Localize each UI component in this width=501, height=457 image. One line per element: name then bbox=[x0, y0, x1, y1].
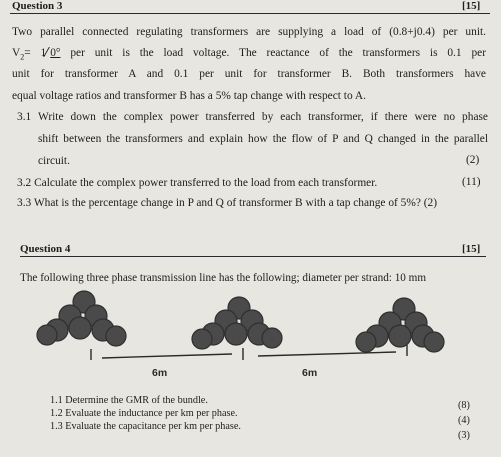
spacing-label-right: 6m bbox=[302, 367, 318, 379]
spacing-label-left: 6m bbox=[152, 367, 168, 379]
bundle-phase-c bbox=[356, 298, 444, 352]
question-3-1-line-2: shift between the transformers and explain how the flow of P and Q changed in the parallel bbox=[38, 133, 488, 145]
bundle-phase-a bbox=[37, 291, 126, 346]
question-4-intro: The following three phase transmission line has the following; diameter per strand: 10 mm bbox=[20, 272, 427, 284]
question-4-rule bbox=[20, 256, 486, 257]
question-3-1-line-3: circuit. bbox=[38, 155, 70, 167]
question-3-2-text: 3.2 Calculate the complex power transferred to the load from each transformer. bbox=[17, 177, 378, 189]
voltage-symbol: $V_2= 1$ 0° bbox=[12, 47, 61, 62]
question-3-intro-line-1: Two parallel connected regulating transformers are supplying a load of (0.8+j0.4) per unit. bbox=[12, 26, 486, 38]
question-4-item-2-marks: (4) bbox=[458, 415, 470, 426]
question-3-1-marks: (2) bbox=[466, 154, 480, 166]
conductor-bundle-diagram bbox=[0, 290, 501, 390]
question-4-item-1: 1.1 Determine the GMR of the bundle. bbox=[50, 395, 208, 406]
question-3-intro-line-3: unit for transformer A and 0.1 per unit for transformer B. Both transformers have bbox=[12, 68, 486, 80]
question-4-item-3-marks: (3) bbox=[458, 430, 470, 441]
question-3-3-text: 3.3 What is the percentage change in P and Q of transformer B with a tap change of 5%? (2) bbox=[17, 197, 438, 209]
question-3-2-marks: (11) bbox=[462, 176, 481, 188]
question-3-rule bbox=[10, 13, 490, 14]
question-4-item-2: 1.2 Evaluate the inductance per km per phase. bbox=[50, 408, 238, 419]
question-3-intro-line-4: equal voltage ratios and transformer B has a 5% tap change with respect to A. bbox=[12, 90, 366, 102]
question-4-title: Question 4 bbox=[20, 243, 71, 255]
question-3-marks: [15] bbox=[462, 0, 481, 12]
question-3-1-line-1: 3.1 Write down the complex power transferred by each transformer, if there were no phase bbox=[17, 111, 488, 123]
question-4-item-1-marks: (8) bbox=[458, 400, 470, 411]
question-3-title: Question 3 bbox=[12, 0, 63, 12]
question-3-intro-line-2: $V_2= 1$ 0° per unit is the load voltage. The reactance of the transformers is 0.1 per bbox=[12, 47, 486, 62]
question-4-item-3: 1.3 Evaluate the capacitance per km per phase. bbox=[50, 421, 241, 432]
bundle-phase-b bbox=[192, 297, 282, 349]
question-4-marks: [15] bbox=[462, 243, 481, 255]
